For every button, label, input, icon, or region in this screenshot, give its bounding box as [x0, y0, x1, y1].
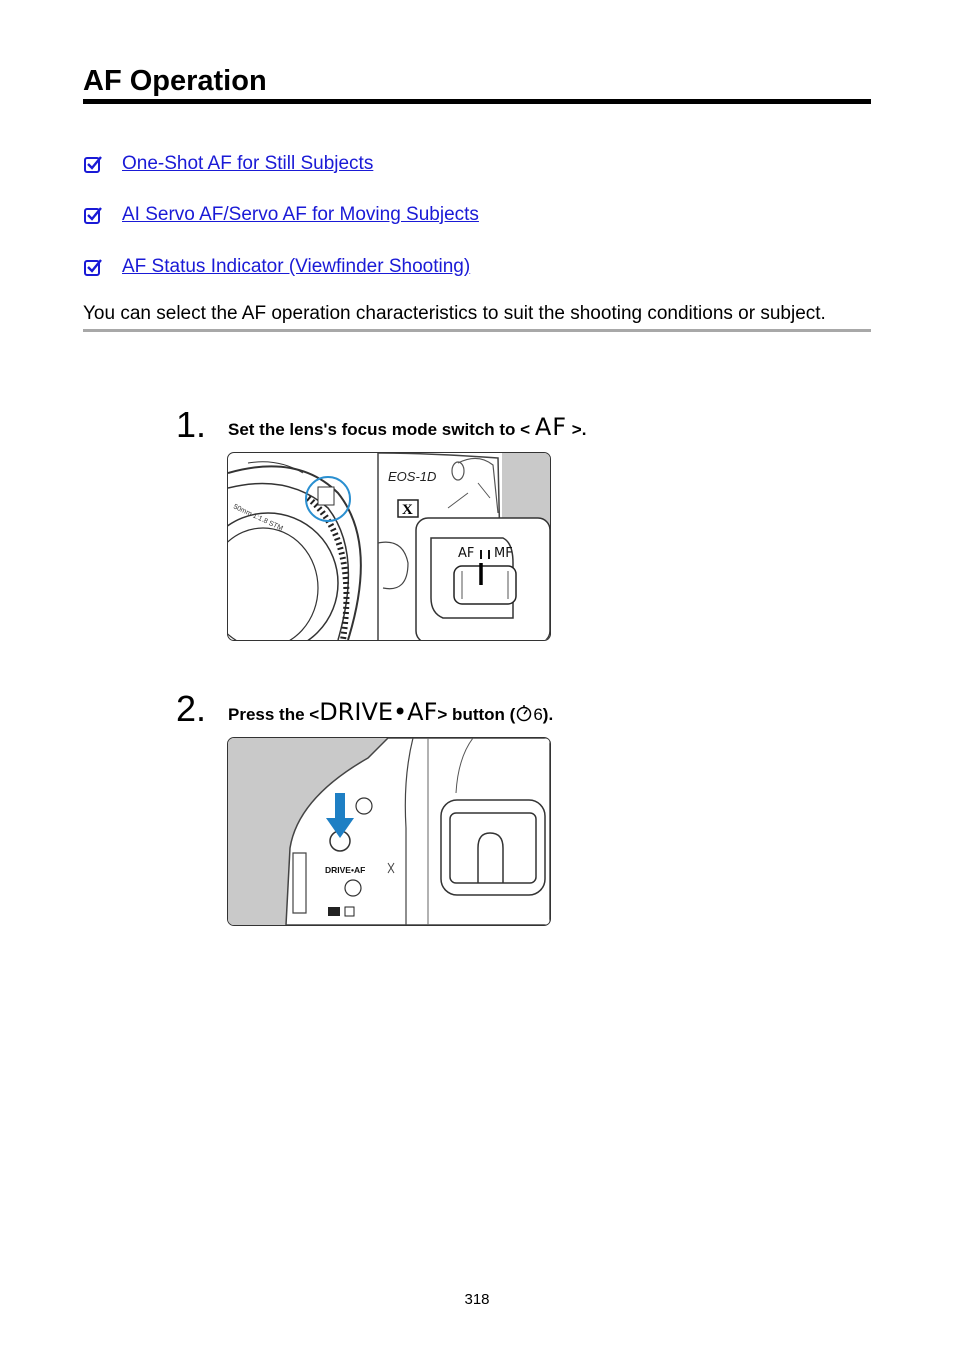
- page-number: 318: [464, 1291, 490, 1308]
- af-mode-glyph: AF: [534, 413, 568, 441]
- toc-item[interactable]: [83, 203, 479, 227]
- toc-link[interactable]: AF Status Indicator (Viewfinder Shooting): [122, 256, 471, 277]
- title-rule: [83, 99, 871, 104]
- switch-mf-label: MF: [494, 546, 513, 561]
- drive-af-button-label: DRIVE•AF: [325, 865, 366, 875]
- switch-af-label: AF: [458, 546, 475, 561]
- camera-back-drawing: [228, 738, 550, 925]
- camera-model-label: EOS-1D: [388, 469, 437, 484]
- toc-link[interactable]: One-Shot AF for Still Subjects: [122, 153, 374, 174]
- step-text-before: Press the <: [228, 705, 320, 724]
- lens-marking-label: 50mm 1:1.8 STM: [232, 503, 284, 533]
- intro-text: You can select the AF operation characteristics to suit the shooting conditions or subject.: [83, 303, 826, 324]
- step-text-after: >.: [567, 420, 587, 439]
- checkbox-link-icon: [83, 257, 103, 277]
- lens-switch-illustration: [227, 452, 551, 641]
- toc-item[interactable]: [83, 152, 373, 176]
- step-number: 2.: [176, 688, 207, 729]
- step-text-before: Set the lens's focus mode switch to <: [228, 420, 535, 439]
- checkbox-link-icon: [83, 205, 103, 225]
- page-reference-number[interactable]: 6: [533, 705, 543, 724]
- toc-item[interactable]: [83, 255, 470, 279]
- intro-rule: [83, 329, 871, 332]
- toc-link[interactable]: AI Servo AF/Servo AF for Moving Subjects: [122, 204, 479, 225]
- drive-af-glyph: DRIVE•AF: [319, 698, 438, 726]
- checkbox-link-icon: [83, 154, 103, 174]
- drive-af-button-illustration: [227, 737, 551, 926]
- step-text-after: > button (: [437, 705, 516, 724]
- step-instruction: [228, 413, 587, 441]
- page-title: AF Operation: [83, 65, 267, 97]
- step-number: 1.: [176, 404, 207, 445]
- step-text-end: ).: [542, 705, 554, 724]
- step-instruction: [228, 698, 554, 726]
- camera-lens-drawing: [228, 453, 550, 640]
- page-reference-icon: [515, 704, 533, 722]
- camera-mark-label: X: [402, 502, 413, 518]
